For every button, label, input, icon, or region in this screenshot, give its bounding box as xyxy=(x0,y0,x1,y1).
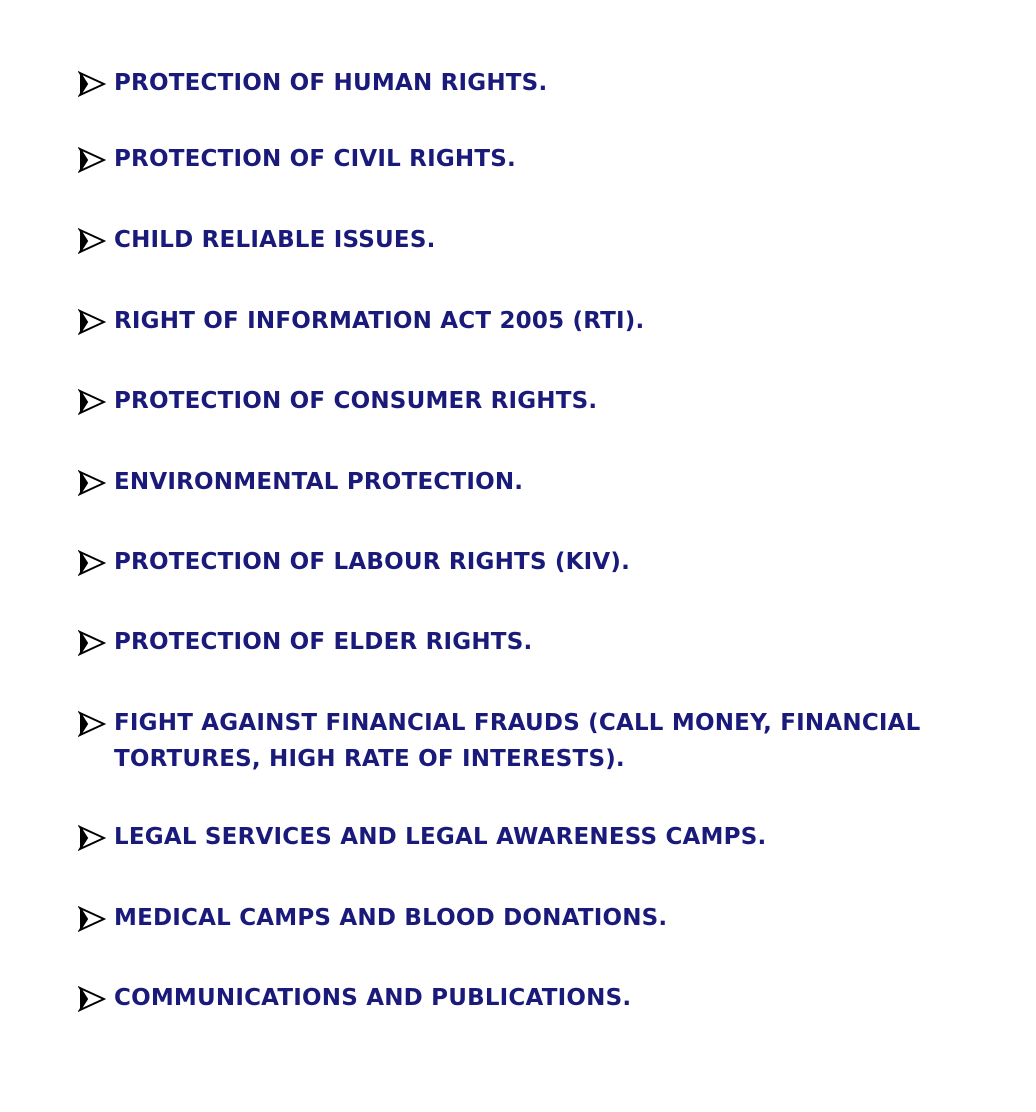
list-item-text: PROTECTION OF ELDER RIGHTS. xyxy=(114,629,533,655)
list-item xyxy=(78,824,978,855)
list-item-text: CHILD RELIABLE ISSUES. xyxy=(114,227,436,253)
list-item xyxy=(78,629,978,660)
list-item xyxy=(78,710,978,777)
list-item-text: ENVIRONMENTAL PROTECTION. xyxy=(114,469,524,495)
arrowhead-bullet-icon xyxy=(78,71,106,97)
list-item xyxy=(78,70,978,101)
list-item xyxy=(78,985,978,1016)
arrowhead-bullet-icon xyxy=(78,309,106,335)
arrowhead-bullet-icon xyxy=(78,228,106,254)
arrowhead-bullet-icon xyxy=(78,986,106,1012)
list-item-text: PROTECTION OF HUMAN RIGHTS. xyxy=(114,70,548,96)
list-item-text: PROTECTION OF CIVIL RIGHTS. xyxy=(114,146,516,172)
list-item-text: MEDICAL CAMPS AND BLOOD DONATIONS. xyxy=(114,905,668,931)
list-item-text: FIGHT AGAINST FINANCIAL FRAUDS (CALL MONEY, FINANCIAL TORTURES, HIGH RATE OF INTERESTS). xyxy=(114,710,921,772)
list-item xyxy=(78,308,978,339)
list-item-text: LEGAL SERVICES AND LEGAL AWARENESS CAMPS. xyxy=(114,824,767,850)
arrowhead-bullet-icon xyxy=(78,550,106,576)
arrowhead-bullet-icon xyxy=(78,630,106,656)
list-item-text: PROTECTION OF CONSUMER RIGHTS. xyxy=(114,388,598,414)
list-item xyxy=(78,905,978,936)
list-item xyxy=(78,146,978,177)
arrowhead-bullet-icon xyxy=(78,825,106,851)
list-item xyxy=(78,469,978,500)
arrowhead-bullet-icon xyxy=(78,711,106,737)
arrowhead-bullet-icon xyxy=(78,470,106,496)
list-item xyxy=(78,227,978,258)
list-item-text: COMMUNICATIONS AND PUBLICATIONS. xyxy=(114,985,632,1011)
list-item-text: PROTECTION OF LABOUR RIGHTS (KIV). xyxy=(114,549,631,575)
list-item-text: RIGHT OF INFORMATION ACT 2005 (RTI). xyxy=(114,308,645,334)
arrowhead-bullet-icon xyxy=(78,389,106,415)
arrowhead-bullet-icon xyxy=(78,906,106,932)
list-item xyxy=(78,388,978,419)
list-item xyxy=(78,549,978,580)
arrowhead-bullet-icon xyxy=(78,147,106,173)
